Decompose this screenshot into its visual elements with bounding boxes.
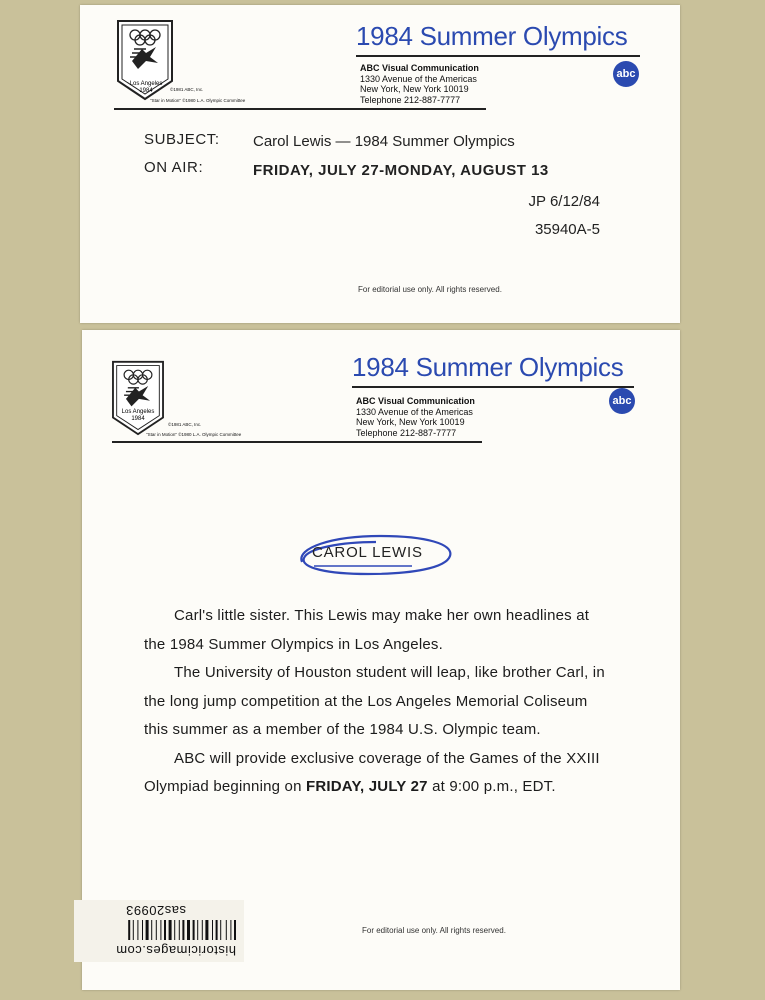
subject-label: SUBJECT: <box>144 131 220 148</box>
header-rule-top <box>352 386 634 388</box>
caption-sheet <box>82 330 680 990</box>
company-block: ABC Visual Communication 1330 Avenue of the Americas New York, New York 10019 Telephone 212-887-7777 <box>356 396 475 438</box>
archive-barcode-label <box>74 900 244 962</box>
logo-caption: Los Angeles 1984 <box>129 81 163 94</box>
caption-paragraph: Carl's little sister. This Lewis may make her own headlines at the 1984 Summer Olympics in Los Angeles. <box>144 607 590 653</box>
caption-name: CAROL LEWIS <box>312 544 423 561</box>
header-rule-bottom <box>112 441 482 443</box>
abc-logo-icon: abc <box>613 61 639 87</box>
logo-caption: Los Angeles 1984 <box>121 409 155 422</box>
mascot-credit: "Star in Motion" ©1980 L.A. Olympic Committee <box>150 98 246 103</box>
subject-value: Carol Lewis — 1984 Summer Olympics <box>253 133 515 150</box>
caption-body <box>144 602 614 802</box>
header-rule-bottom <box>114 108 486 110</box>
la84-logo <box>110 360 166 441</box>
mascot-credit: "Star in Motion" ©1980 L.A. Olympic Committee <box>146 432 242 437</box>
barcode-icon <box>86 920 236 940</box>
header-title: 1984 Summer Olympics <box>356 21 628 51</box>
footer-text: For editorial use only. All rights reserved. <box>358 285 502 294</box>
header-title: 1984 Summer Olympics <box>352 352 624 382</box>
ref-code: JP 6/12/84 <box>528 193 600 210</box>
caption-paragraph: The University of Houston student will leap, like brother Carl, in the long jump competition at the Los Angeles Memorial Coliseum this summer as a member of the 1984 U.S. Olympic team. <box>144 664 605 738</box>
abc-logo-icon: abc <box>609 388 635 414</box>
header-rule-top <box>356 55 640 57</box>
caption-paragraph: ABC will provide exclusive coverage of the Games of the XXIII Olympiad beginning on FRIDAY, JULY 27 at 9:00 p.m., EDT. <box>144 749 600 795</box>
slug-sheet <box>80 5 680 323</box>
photo-code: 35940A-5 <box>534 221 600 238</box>
on-air-label: ON AIR: <box>144 159 204 176</box>
copyright-text: ©1981 ABC, Inc. <box>168 422 202 427</box>
archive-site: historicimages.com <box>115 943 236 958</box>
footer-text: For editorial use only. All rights reserved. <box>362 926 506 935</box>
on-air-value: FRIDAY, JULY 27-MONDAY, AUGUST 13 <box>253 162 549 179</box>
archive-id: sas20993 <box>125 903 186 918</box>
copyright-text: ©1981 ABC, Inc. <box>170 87 204 92</box>
company-block: ABC Visual Communication 1330 Avenue of the Americas New York, New York 10019 Telephone 212-887-7777 <box>360 63 479 105</box>
